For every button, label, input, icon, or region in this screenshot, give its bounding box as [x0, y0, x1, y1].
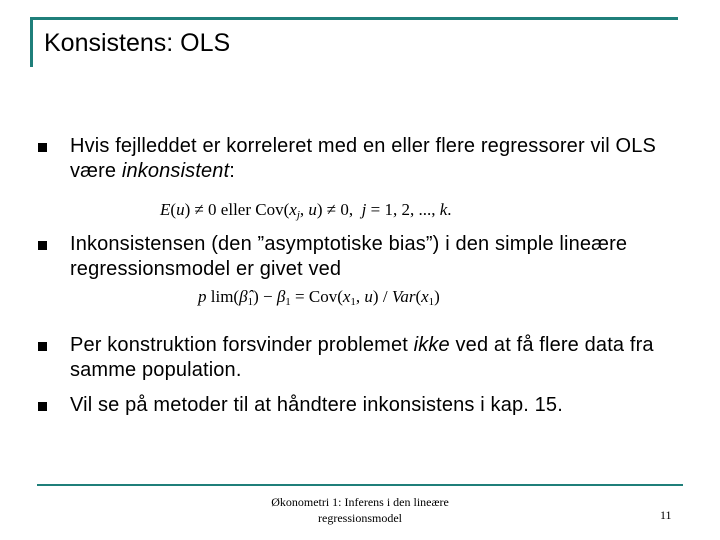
bullet-text-post: ved at få flere data fra samme population.	[70, 334, 654, 381]
bullet-text	[70, 134, 690, 184]
bullet-text	[70, 232, 690, 282]
bullet-text-post: :	[229, 160, 236, 182]
bullet-text	[70, 393, 690, 418]
formula-rendered: E(u) ≠ 0 eller $Cov(x_j$, u) ≠ 0, j = 1, 2, ..., k.	[160, 200, 452, 221]
formula-consistency-condition	[160, 200, 452, 220]
title-frame-left	[30, 17, 33, 67]
bullet-text-pre: Hvis fejlleddet er korreleret med en eller flere regressorer vil OLS være	[70, 135, 656, 182]
footer-line-2: regressionsmodel	[318, 511, 402, 525]
slide-title: Konsistens: OLS	[44, 29, 231, 57]
page-number: 11	[660, 508, 672, 522]
bullet-text-em: ikke	[413, 334, 450, 356]
bullet-text-pre: Vil se på metoder til at håndtere inkonsistens i kap. 15.	[70, 394, 563, 416]
footer-caption	[230, 494, 490, 526]
footer-divider	[37, 484, 683, 486]
formula-plim-bias	[198, 287, 440, 307]
bullet-text-em: inkonsistent	[121, 160, 230, 182]
footer-line-1: Økonometri 1: Inferens i den lineære	[271, 495, 449, 509]
formula-rendered: p $\lim(\betâ_1) - \beta_1 = Cov(x_1$, $u) / Var(x_1)$	[198, 287, 440, 308]
bullet-marker	[38, 143, 47, 152]
bullet-marker	[38, 342, 47, 351]
bullet-text-pre: Inkonsistensen (den ”asymptotiske bias”) i den simple lineære regressionsmodel er givet ved	[70, 233, 628, 280]
bullet-marker	[38, 402, 47, 411]
bullet-marker	[38, 241, 47, 250]
bullet-text	[70, 333, 690, 383]
title-frame-top	[30, 17, 678, 20]
bullet-text-pre: Per konstruktion forsvinder problemet	[70, 334, 414, 356]
